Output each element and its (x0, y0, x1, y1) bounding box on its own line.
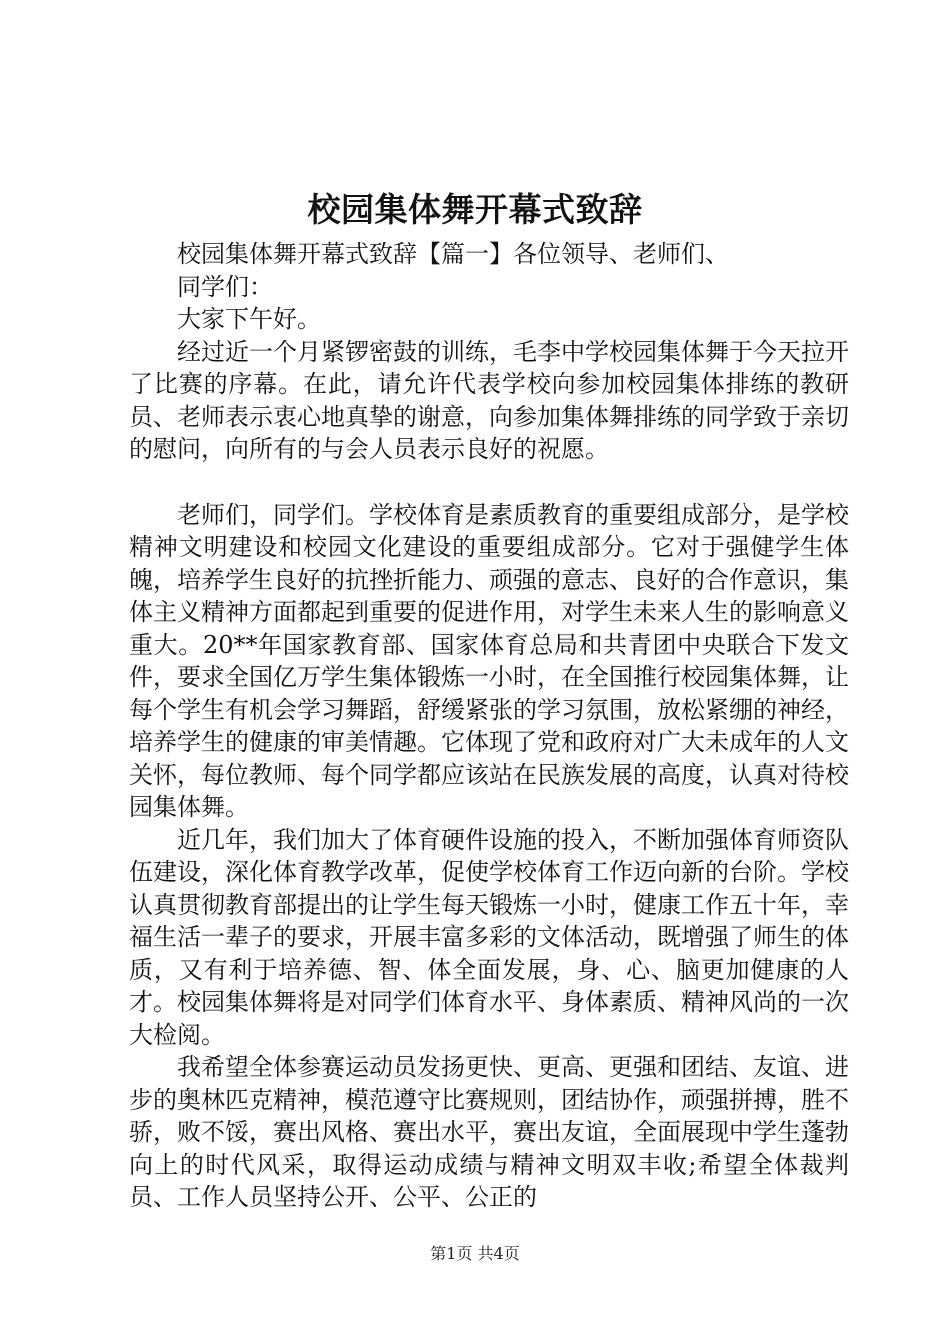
paragraph-opening: 经过近一个月紧锣密鼓的训练，毛李中学校园集体舞于今天拉开了比赛的序幕。在此，请允许代表学校向参加校园集体排练的教研员、老师表示衷心地真挚的谢意，向参加集体舞排练的同学致于亲切的慰问，向所有的与会人员表示良好的祝愿。 (129, 337, 849, 463)
paragraph-spacer (129, 466, 849, 499)
paragraph-heading-line: 校园集体舞开幕式致辞【篇一】各位领导、老师们、 (177, 240, 729, 268)
paragraph-recent-years: 近几年，我们加大了体育硬件设施的投入，不断加强体育师资队伍建设，深化体育教学改革，促使学校体育工作迈向新的台阶。学校认真贯彻教育部提出的让学生每天锻炼一小时，健康工作五十年，幸福生活一辈子的要求，开展丰富多彩的文体活动，既增强了师生的体质，又有利于培养德、智、体全面发展，身、心、脑更加健康的人才。校园集体舞将是对同学们体育水平、身体素质、精神风尚的一次大检阅。 (129, 825, 849, 1049)
paragraph-greeting: 大家下午好。 (177, 305, 321, 333)
document-title: 校园集体舞开幕式致辞 (307, 190, 643, 229)
document-body (129, 238, 849, 1214)
page-number-footer: 第1页 共4页 (430, 1244, 520, 1263)
paragraph-hopes: 我希望全体参赛运动员发扬更快、更高、更强和团结、友谊、进步的奥林匹克精神，模范遵守比赛规则，团结协作，顽强拼搏，胜不骄，败不馁，赛出风格、赛出水平，赛出友谊，全面展现中学生蓬勃向上的时代风采，取得运动成绩与精神文明双丰收;希望全体裁判员、工作人员坚持公开、公平、公正的 (129, 1053, 849, 1211)
paragraph-importance: 老师们，同学们。学校体育是素质教育的重要组成部分，是学校精神文明建设和校园文化建设的重要组成部分。它对于强健学生体魄，培养学生良好的抗挫折能力、顽强的意志、良好的合作意识，集体主义精神方面都起到重要的促进作用，对学生未来人生的影响意义重大。20**年国家教育部、国家体育总局和共青团中央联合下发文件，要求全国亿万学生集体锻炼一小时，在全国推行校园集体舞，让每个学生有机会学习舞蹈，舒缓紧张的学习氛围，放松紧绷的神经，培养学生的健康的审美情趣。它体现了党和政府对广大未成年的人文关怀，每位教师、每个同学都应该站在民族发展的高度，认真对待校园集体舞。 (129, 500, 849, 821)
paragraph-salutation: 同学们： (177, 272, 273, 301)
